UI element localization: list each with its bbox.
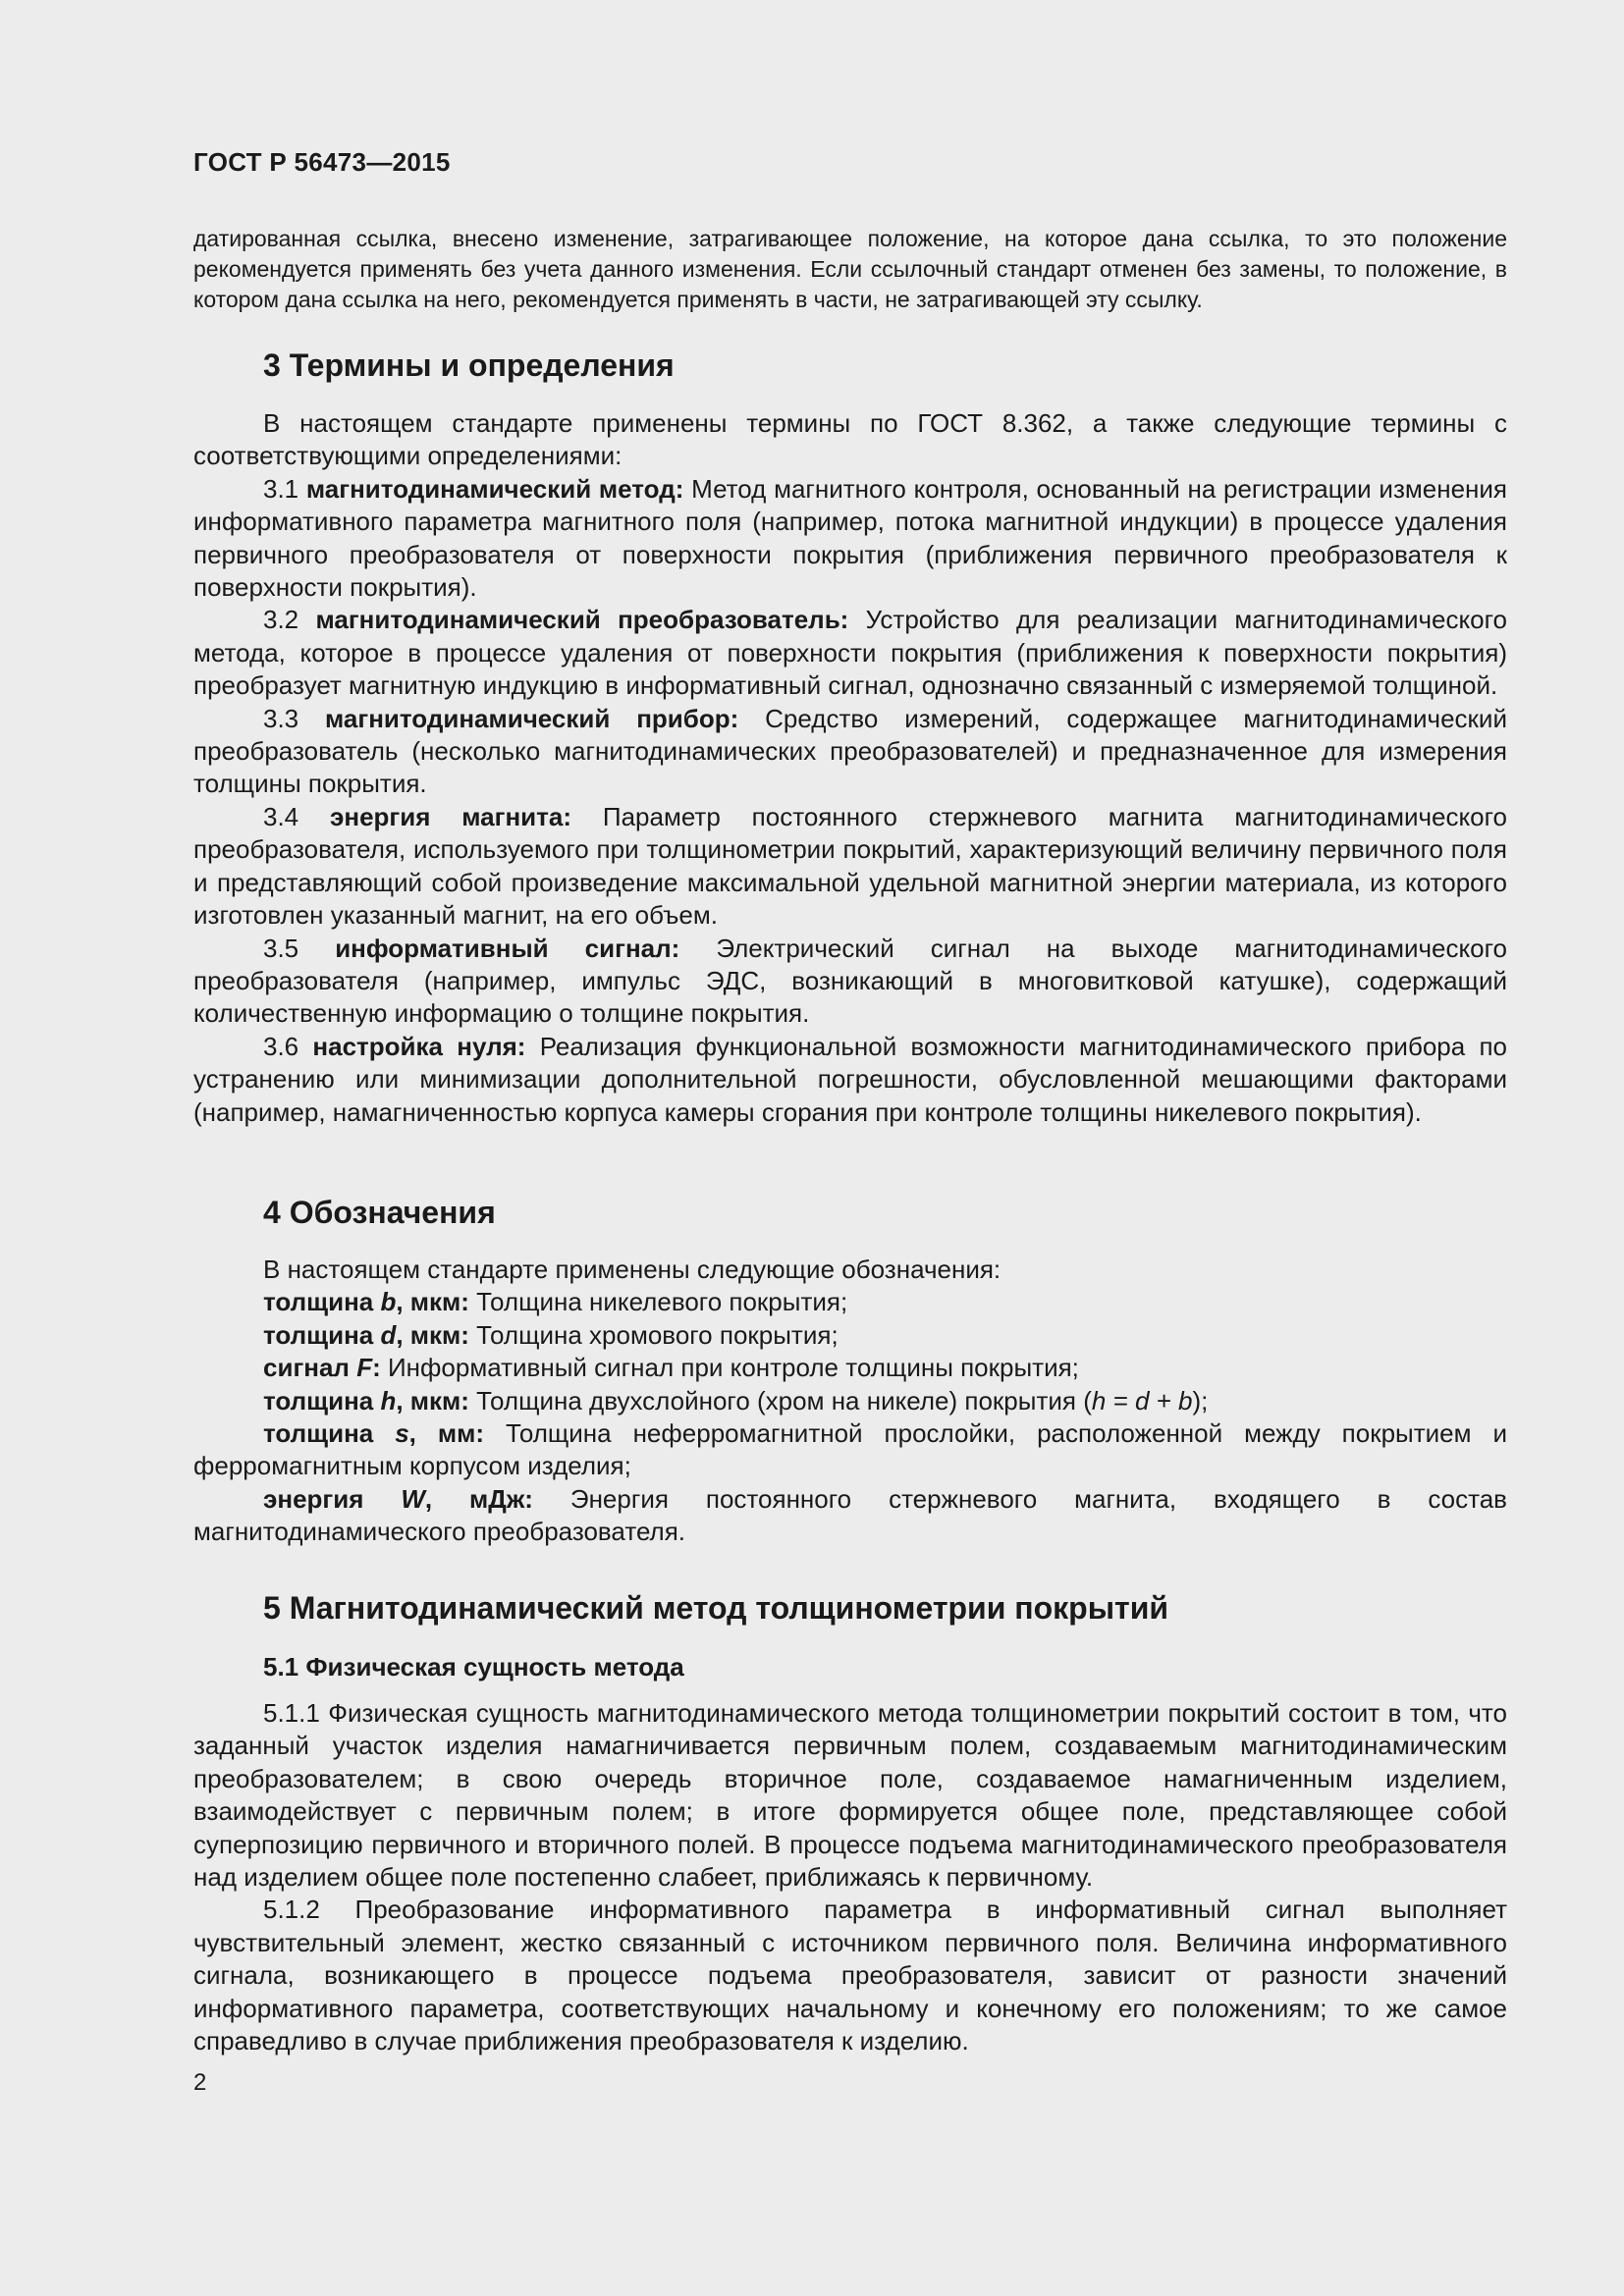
intro-text: датированная ссылка, внесено изменение, затрагивающее положение, на которое дана ссылка, то это положение рекомендуется применять без учета данного изменения. Если ссылочный стандарт отменен без замены, то положение, в котором дана ссылка на него, рекомендуется применять в части, не затрагивающей эту ссылку. (193, 226, 1507, 312)
section-3-intro: В настоящем стандарте применены термины по ГОСТ 8.362, а также следующие термины с соответствующими определениями: (193, 408, 1507, 471)
term-3-6: 3.6 настройка нуля: Реализация функциональной возможности магнитодинамического прибора по устранению или минимизации дополнительной погрешности, обусловленной мешающими факторами (например, намагниченностью корпуса камеры сгорания при контроле толщины никелевого покрытия). (193, 1031, 1508, 1127)
symbol-h: толщина h, мкм: Толщина двухслойного (хром на никеле) покрытия (h = d + b); (263, 1385, 1209, 1415)
term-3-3: 3.3 магнитодинамический прибор: Средство измерений, содержащее магнитодинамический преобразователь (несколько магнитодинамических преобразователей) и предназначенное для измерения толщины покрытия. (193, 703, 1507, 799)
section-4-body (193, 1254, 1507, 1549)
section-4-title: 4 Обозначения (263, 1195, 496, 1230)
symbol-d: толщина d, мкм: Толщина хромового покрытия; (263, 1319, 839, 1350)
term-3-1: 3.1 магнитодинамический метод: Метод магнитного контроля, основанный на регистрации изменения информативного параметра магнитного поля (например, потока магнитной индукции) в процессе удаления первичного преобразователя от поверхности покрытия (приближения первичного преобразователя к поверхности покрытия). (193, 473, 1507, 603)
section-4-intro: В настоящем стандарте применены следующие обозначения: (263, 1255, 1001, 1284)
paragraph-5-1-2: 5.1.2 Преобразование информативного параметра в информативный сигнал выполняет чувствительный элемент, жестко связанный с источником первичного поля. Величина информативного сигнала, возникающего в процессе подъема преобразователя, зависит от разности значений информативного параметра, соответствующих начальному и конечному его положениям; то же самое справедливо в случае приближения преобразователя к изделию. (193, 1895, 1507, 2056)
section-3-body (193, 407, 1507, 1129)
intro-paragraph (193, 224, 1507, 315)
document-header: ГОСТ Р 56473—2015 (193, 147, 451, 177)
section-3-title: 3 Термины и определения (263, 347, 675, 383)
section-5-title: 5 Магнитодинамический метод толщинометрии покрытий (263, 1590, 1169, 1626)
symbol-b: толщина b, мкм: Толщина никелевого покрытия; (263, 1287, 848, 1317)
section-5-body (193, 1697, 1507, 2057)
page-number: 2 (193, 2069, 207, 2096)
symbol-W: энергия W, мДж: Энергия постоянного стержневого магнита, входящего в состав магнитодинамического преобразователя. (193, 1483, 1507, 1547)
symbol-F: сигнал F: Информативный сигнал при контроле толщины покрытия; (263, 1353, 1079, 1383)
term-3-2: 3.2 магнитодинамический преобразователь: Устройство для реализации магнитодинамического метода, которое в процессе удаления от поверхности покрытия (приближения к поверхности покрытия) преобразует магнитную индукцию в информативный сигнал, однозначно связанный с измеряемой толщиной. (193, 605, 1508, 701)
section-5-1-title: 5.1 Физическая сущность метода (263, 1652, 684, 1682)
symbol-s: толщина s, мм: Толщина неферромагнитной прослойки, расположенной между покрытием и ферромагнитным корпусом изделия; (193, 1418, 1507, 1481)
term-3-5: 3.5 информативный сигнал: Электрический сигнал на выходе магнитодинамического преобразователя (например, импульс ЭДС, возникающий в многовитковой катушке), содержащий количественную информацию о толщине покрытия. (193, 933, 1507, 1029)
paragraph-5-1-1: 5.1.1 Физическая сущность магнитодинамического метода толщинометрии покрытий состоит в том, что заданный участок изделия намагничивается первичным полем, создаваемым магнитодинамическим преобразователем; в свою очередь вторичное поле, создаваемое намагниченным изделием, взаимодействует с первичным полем; в итоге формируется общее поле, представляющее собой суперпозицию первичного и вторичного полей. В процессе подъема магнитодинамического преобразователя над изделием общее поле постепенно слабеет, приближаясь к первичному. (193, 1698, 1507, 1893)
term-3-4: 3.4 энергия магнита: Параметр постоянного стержневого магнита магнитодинамического преобразователя, используемого при толщинометрии покрытий, характеризующий величину первичного поля и представляющий собой произведение максимальной удельной магнитной энергии материала, из которого изготовлен указанный магнит, на его объем. (193, 801, 1507, 931)
